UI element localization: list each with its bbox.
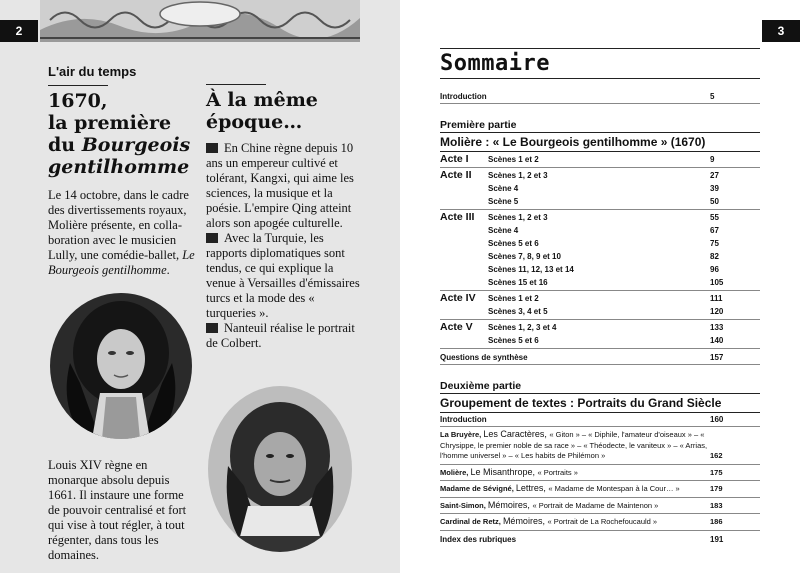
toc-scene-label: Scènes 1, 2 et 3 [488,171,548,180]
toc-entry-author: La Bruyère, [440,430,484,439]
toc-act-block [440,210,760,291]
square-bullet-icon [206,323,218,333]
toc-entry-part2-intro: Introduction 160 [440,413,760,427]
toc-scene-label: Scènes 1, 2, 3 et 4 [488,323,557,332]
toc-scene-row [440,292,760,305]
toc-text-entry [440,514,760,531]
page-number-left: 2 [0,20,38,42]
toc-act-block [440,152,760,168]
toc-act-label [440,224,488,237]
right-page [400,0,800,573]
toc-entry-questions: Questions de synthèse 157 [440,351,760,365]
toc-scene-label: Scènes 7, 8, 9 et 10 [488,252,561,261]
ornament-engraving [40,0,360,42]
toc-entry-work: Mémoires, [487,499,533,510]
paragraph-premiere: Le 14 octobre, dans le cadre des divertissements royaux, Molière présente, en collaboration avec le musicien Lully, une comédie-ballet, Le Bourgeois gentilhomme. [48,188,195,277]
toc-act-label: Acte III [440,211,475,223]
toc-act-label [440,195,488,208]
toc-scene-page: 82 [710,252,719,261]
page-number-right: 3 [762,20,800,42]
toc-scene-page: 27 [710,171,719,180]
toc-act-label: Acte V [440,321,473,333]
toc-scene-label: Scène 4 [488,184,519,193]
toc-scene-page: 111 [710,294,723,303]
toc-scene-row [440,182,760,195]
toc-part1-work: Molière : « Le Bourgeois gentilhomme » (1670) [440,133,760,152]
toc-scene-label: Scènes 5 et 6 [488,336,539,345]
toc-act-label [440,276,488,289]
column-title-1670: 1670, la première du Bourgeois gentilhomme [48,90,191,178]
toc-entry-detail: « Portrait de Madame de Maintenon » [532,500,659,510]
toc-entry-author: Cardinal de Retz, [440,517,503,526]
toc-scene-row [440,250,760,263]
toc-rule [440,78,760,79]
toc-scene-page: 39 [710,184,719,193]
toc-entry-page: 186 [710,517,723,526]
toc-entry-detail: « Portrait de La Rochefoucauld » [547,517,658,526]
toc-text-entries [440,427,760,531]
toc-scene-page: 96 [710,265,719,274]
column-rule [48,85,108,86]
toc-act-block [440,320,760,349]
toc-act-block [440,168,760,210]
toc-scene-row [440,334,760,347]
toc-entry-work: Lettres, [515,483,549,493]
epoque-item-turquie: Avec la Turquie, les rapports diplomatiques sont tendus, ce qui explique la venue à Versailles d'émissaires turcs et la mode des « turqueries ». [206,231,360,320]
toc-scene-row [440,321,760,334]
toc-entry-work: Les Caractères, [483,429,550,439]
square-bullet-icon [206,143,218,153]
toc-act-label [440,263,488,276]
toc-entry-detail: « Madame de Montespan à la Cour… » [548,484,680,493]
toc-scene-row [440,305,760,318]
toc-scene-label: Scènes 5 et 6 [488,239,539,248]
toc-acts [440,152,760,349]
toc-part1-heading: Première partie [440,118,760,133]
toc-scene-page: 105 [710,278,724,287]
epoque-items [206,141,362,351]
toc-entry-page: 175 [710,467,723,477]
toc-scene-row [440,224,760,237]
toc-act-block [440,291,760,320]
toc-act-label [440,334,488,347]
portrait-colbert [208,386,352,552]
toc-scene-label: Scènes 15 et 16 [488,278,548,287]
toc-title: Sommaire [440,48,760,78]
toc-text-entry [440,427,760,465]
toc-part2-work: Groupement de textes : Portraits du Grand Siècle [440,394,760,413]
toc-act-label [440,182,488,195]
toc-act-label: Acte I [440,153,469,165]
column-rule [206,84,266,85]
toc-scene-label: Scènes 1 et 2 [488,294,539,303]
column-air-du-temps [48,64,198,278]
portrait-louis-xiv [50,293,192,439]
toc-scene-row [440,263,760,276]
toc-text-entry [440,465,760,482]
toc-scene-row [440,153,760,166]
toc-act-label [440,237,488,250]
section-label: L'air du temps [48,64,137,79]
toc-scene-page: 120 [710,307,724,316]
column-title-meme-epoque: À la même époque… [206,89,318,133]
toc-entry-page: 162 [710,451,723,460]
toc-scene-label: Scènes 11, 12, 13 et 14 [488,265,574,274]
toc-scene-page: 9 [710,155,715,164]
column-meme-epoque [206,84,362,351]
table-of-contents [440,48,760,546]
toc-entry-author: Saint-Simon, [440,500,488,510]
epoque-item-chine: En Chine règne depuis 10 ans un empereur cultivé et tolérant, Kangxi, qui aime les sciences, la musique et la poésie. L'empire Qing atteint alors son apogée culturelle. [206,141,354,230]
epoque-item-nanteuil: Nanteuil réalise le portrait de Colbert. [206,321,355,350]
toc-scene-row [440,195,760,208]
toc-entry-page: 179 [710,484,723,493]
toc-entry-work: Mémoires, [502,516,548,526]
toc-scene-label: Scènes 3, 4 et 5 [488,307,548,316]
toc-entry-index: Index des rubriques 191 [440,534,724,544]
toc-act-label: Acte IV [440,292,476,304]
toc-scene-page: 50 [710,197,719,206]
toc-entry-work: Le Misanthrope, [470,466,538,477]
square-bullet-icon [206,233,218,243]
toc-act-label: Acte II [440,169,472,181]
toc-entry-detail: « Portraits » [537,467,578,477]
toc-part2-heading: Deuxième partie [440,379,760,394]
toc-scene-row [440,237,760,250]
toc-scene-label: Scènes 1 et 2 [488,155,539,164]
toc-text-entry [440,498,760,515]
toc-entry-author: Molière, [440,467,471,477]
toc-scene-page: 55 [710,213,719,222]
toc-scene-label: Scènes 1, 2 et 3 [488,213,548,222]
toc-scene-page: 133 [710,323,724,332]
toc-scene-label: Scène 4 [488,226,519,235]
toc-text-entry [440,481,760,498]
toc-act-label [440,250,488,263]
toc-act-label [440,305,488,318]
toc-scene-label: Scène 5 [488,197,519,206]
toc-entry-detail: « Giton » – « Diphile, l'amateur d'oiseaux » – « Chrysippe, le premier noble de sa race » – « Théodecte, le vaniteux » – « Arrias, l'homme universel » – « Les habits de Philémon » [440,430,708,460]
toc-entry-page: 183 [710,500,723,510]
toc-entry-author: Madame de Sévigné, [440,484,516,493]
toc-scene-row [440,276,760,289]
toc-scene-row [440,211,760,224]
toc-entry-introduction: Introduction 5 [440,90,760,104]
toc-scene-row [440,169,760,182]
toc-scene-page: 75 [710,239,719,248]
toc-scene-page: 140 [710,336,724,345]
toc-scene-page: 67 [710,226,719,235]
paragraph-louis-xiv: Louis XIV règne en monarque absolu depuis 1661. Il instaure une forme de pouvoir centralisé et fort qui vise à tout régler, à tout régenter, dans tous les domaines. [48,458,187,562]
